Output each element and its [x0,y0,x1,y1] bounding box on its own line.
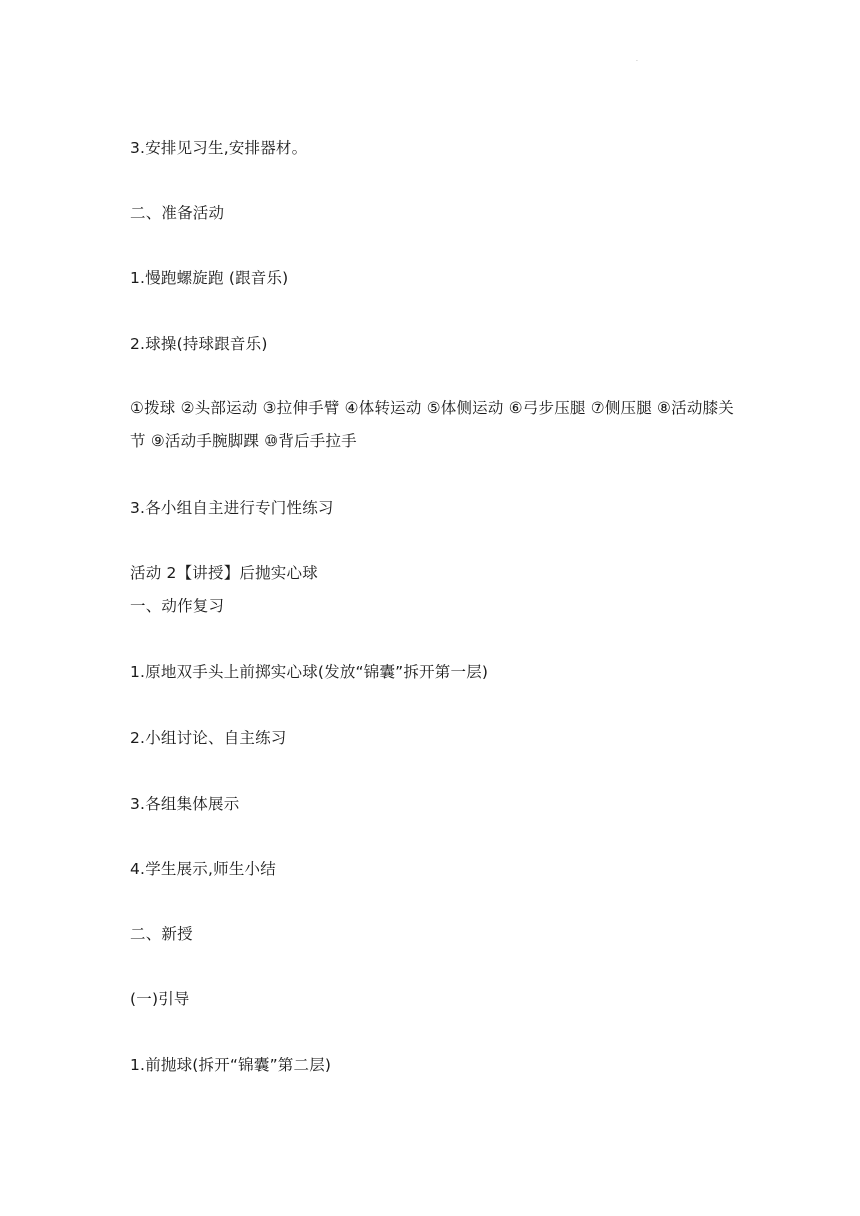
text-line-forward-throw: 1.原地双手头上前掷实心球(发放“锦囊”拆开第一层) [130,663,489,681]
text-line-group-practice: 3.各小组自主进行专门性练习 [130,499,334,517]
section-heading-warmup: 二、准备活动 [130,204,225,222]
section-heading-new: 二、新授 [130,925,193,943]
corner-mark: · [636,58,638,65]
text-line-front-toss: 1.前抛球(拆开“锦囊”第二层) [130,1056,332,1074]
text-line-summary: 4.学生展示,师生小结 [130,860,276,878]
text-line-group-show: 3.各组集体展示 [130,795,240,813]
text-line-jog: 1.慢跑螺旋跑 (跟音乐) [130,269,289,287]
subsection-heading-guide: (一)引导 [130,990,190,1008]
text-paragraph-exercise-list: ①拨球 ②头部运动 ③拉伸手臂 ④体转运动 ⑤体侧运动 ⑥弓步压腿 ⑦侧压腿 ⑧活动膝关节 ⑨活动手腕脚踝 ⑩背后手拉手 [130,399,734,450]
text-line-arrange: 3.安排见习生,安排器材。 [130,139,308,157]
activity-heading: 活动 2【讲授】后抛实心球 [130,564,318,582]
text-line-ball-exercise: 2.球操(持球跟音乐) [130,335,268,353]
section-heading-review: 一、动作复习 [130,597,225,615]
text-line-discussion: 2.小组讨论、自主练习 [130,729,287,747]
